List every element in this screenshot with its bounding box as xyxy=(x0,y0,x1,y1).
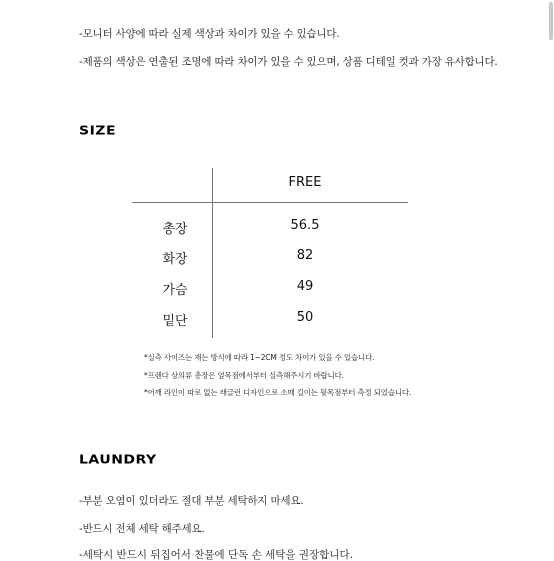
size-footnote-length: *프렌다 상의류 총장은 옆목점에서부터 실측해주시기 바랍니다. xyxy=(144,371,344,380)
scrollbar[interactable] xyxy=(546,0,554,554)
size-heading: SIZE xyxy=(79,123,117,139)
size-footnote-raglan: *어깨 라인이 따로 없는 래글런 디자인으로 소매 길이는 뒷목점부터 측정 되었습니다. xyxy=(144,388,412,397)
size-column-header: FREE xyxy=(288,175,322,190)
size-row-value: 56.5 xyxy=(290,218,320,233)
size-row-label: 가슴 xyxy=(162,283,188,298)
laundry-item: -부분 오염이 있더라도 절대 부분 세탁하지 마세요. xyxy=(79,495,304,507)
note-monitor-color: -모니터 사양에 따라 실제 색상과 차이가 있을 수 있습니다. xyxy=(79,28,340,40)
size-table xyxy=(130,164,410,344)
size-row-value: 82 xyxy=(296,248,314,263)
size-row-label: 밑단 xyxy=(162,314,188,329)
size-row-label: 화장 xyxy=(162,252,188,267)
laundry-item-partial-text: -세탁시 반드시 뒤집어서 찬물에 단독 손 세탁을 권장합니다. xyxy=(79,549,353,561)
size-row-label: 총장 xyxy=(162,222,188,237)
laundry-item-partial xyxy=(79,543,353,561)
scrollbar-thumb[interactable] xyxy=(549,2,553,40)
size-row-value: 49 xyxy=(296,279,314,294)
table-horizontal-divider xyxy=(132,202,408,203)
laundry-heading: LAUNDRY xyxy=(79,452,157,468)
size-footnote-measurement: *실측 사이즈는 재는 방식에 따라 1~2CM 정도 차이가 있을 수 있습니다. xyxy=(144,353,375,362)
laundry-item: -반드시 전체 세탁 해주세요. xyxy=(79,523,205,535)
size-row-value: 50 xyxy=(296,310,314,325)
note-lighting-color: -제품의 색상은 연출된 조명에 따라 차이가 있을 수 있으며, 상품 디테일 컷과 가장 유사합니다. xyxy=(79,56,498,68)
table-vertical-divider xyxy=(212,168,213,338)
